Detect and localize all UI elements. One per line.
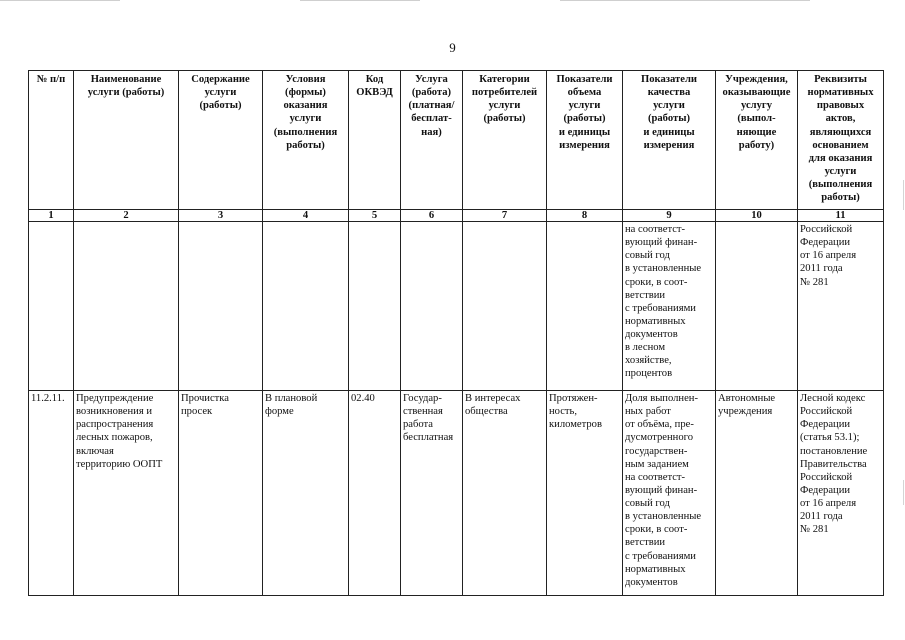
- cell-consumers: В интересах общества: [463, 391, 547, 596]
- cell-service-name: Предупреждение возникновения и распространения лесных пожаров, включая территорию ООПТ: [74, 391, 179, 596]
- col-header-service-name: Наименование услуги (работы): [74, 71, 179, 210]
- cell-content: [179, 222, 263, 391]
- column-number: 4: [263, 210, 349, 222]
- cell-legal-acts: Российской Федерации от 16 апреля 2011 года № 281: [798, 222, 884, 391]
- cell-volume-indicators: [547, 222, 623, 391]
- scan-edge-top-right: [560, 0, 810, 1]
- cell-okved: 02.40: [349, 391, 401, 596]
- col-header-volume-indicators: Показатели объема услуги (работы) и единицы измерения: [547, 71, 623, 210]
- col-header-number: № п/п: [29, 71, 74, 210]
- column-number: 10: [716, 210, 798, 222]
- scan-mark-right: [903, 180, 904, 210]
- cell-number: 11.2.11.: [29, 391, 74, 596]
- cell-okved: [349, 222, 401, 391]
- cell-conditions: В плановой форме: [263, 391, 349, 596]
- cell-volume-indicators: Протяжен- ность, километров: [547, 391, 623, 596]
- cell-legal-acts: Лесной кодекс Российской Федерации (статья 53.1); постановление Правительства Российской Федерации от 16 апреля 2011 года № 281: [798, 391, 884, 596]
- page-number: 9: [449, 40, 456, 55]
- cell-institutions: Автономные учреждения: [716, 391, 798, 596]
- column-number: 5: [349, 210, 401, 222]
- column-number: 9: [623, 210, 716, 222]
- col-header-okved: Код ОКВЭД: [349, 71, 401, 210]
- col-header-institutions: Учреждения, оказывающие услугу (выпол- няющие работу): [716, 71, 798, 210]
- scan-edge-top-left: [0, 0, 120, 1]
- column-number: 11: [798, 210, 884, 222]
- column-number: 6: [401, 210, 463, 222]
- column-number-row: [29, 210, 884, 222]
- services-table: [28, 70, 884, 596]
- header-row: [29, 71, 884, 210]
- cell-consumers: [463, 222, 547, 391]
- cell-content: Прочистка просек: [179, 391, 263, 596]
- table-row-11-2-11: [29, 391, 884, 596]
- cell-paid-free: [401, 222, 463, 391]
- column-number: 8: [547, 210, 623, 222]
- cell-number: [29, 222, 74, 391]
- cell-institutions: [716, 222, 798, 391]
- cell-service-name: [74, 222, 179, 391]
- column-number: 2: [74, 210, 179, 222]
- scan-edge-top-mid: [300, 0, 420, 1]
- scan-mark-right-2: [903, 480, 904, 505]
- col-header-paid-free: Услуга (работа) (платная/ бесплат- ная): [401, 71, 463, 210]
- col-header-conditions: Условия (формы) оказания услуги (выполнения работы): [263, 71, 349, 210]
- col-header-legal-acts: Реквизиты нормативных правовых актов, являющихся основанием для оказания услуги (выполнения работы): [798, 71, 884, 210]
- col-header-quality-indicators: Показатели качества услуги (работы) и единицы измерения: [623, 71, 716, 210]
- cell-conditions: [263, 222, 349, 391]
- cell-quality-indicators: на соответст- вующий финан- совый год в установленные сроки, в соот- ветствии с требованиями нормативных документов в лесном хозяйстве, процентов: [623, 222, 716, 391]
- col-header-consumers: Категории потребителей услуги (работы): [463, 71, 547, 210]
- cell-paid-free: Государ- ственная работа бесплатная: [401, 391, 463, 596]
- table-row-continuation: [29, 222, 884, 391]
- col-header-content: Содержание услуги (работы): [179, 71, 263, 210]
- cell-quality-indicators: Доля выполнен- ных работ от объёма, пре- дусмотренного государствен- ным заданием на соответст- вующий финан- совый год в установленные сроки, в соот- ветствии с требованиями нормативных документов: [623, 391, 716, 596]
- column-number: 3: [179, 210, 263, 222]
- column-number: 7: [463, 210, 547, 222]
- column-number: 1: [29, 210, 74, 222]
